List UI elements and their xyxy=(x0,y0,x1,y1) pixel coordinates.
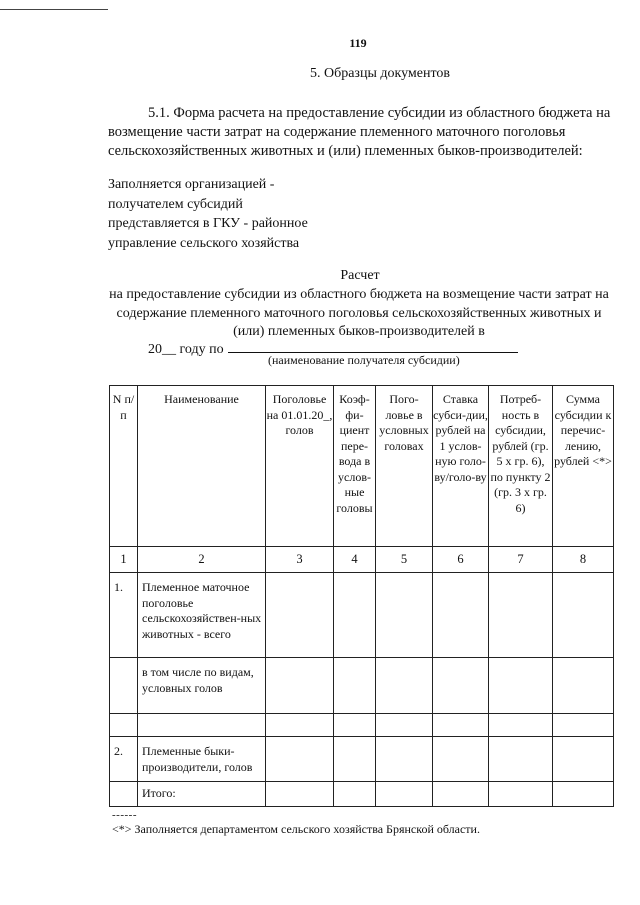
table-cell xyxy=(433,737,489,782)
table-cell xyxy=(553,714,614,737)
row-number xyxy=(110,658,138,714)
footnote: <*> Заполняется департаментом сельского хозяйства Брянской области. xyxy=(112,822,480,836)
column-number: 7 xyxy=(489,547,553,573)
table-cell xyxy=(376,714,433,737)
table-cell xyxy=(489,658,553,714)
table-cell xyxy=(433,714,489,737)
table-cell xyxy=(376,737,433,782)
calculation-table xyxy=(109,385,614,807)
column-number: 4 xyxy=(334,547,376,573)
table-cell xyxy=(334,573,376,658)
filler-note-line: получателем субсидий xyxy=(108,196,243,212)
header-cell: Ставка субси-дии, рублей на 1 услов-ную голо-ву/голо-ву xyxy=(433,386,489,547)
raschet-body: на предоставление субсидии из областного бюджета на возмещение части затрат на содержание племенного маточного поголовья сельскохозяйственных животных и (или) племенных быков-производителей в xyxy=(109,287,609,339)
column-number: 1 xyxy=(110,547,138,573)
section-title: 5. Образцы документов xyxy=(309,66,451,81)
table-cell xyxy=(266,737,334,782)
table-cell xyxy=(553,573,614,658)
table-cell xyxy=(266,573,334,658)
table-cell xyxy=(376,782,433,807)
row-name: в том числе по видам, условных голов xyxy=(138,658,266,714)
footnote-separator: ------ xyxy=(112,809,137,821)
table-cell xyxy=(433,573,489,658)
table-cell xyxy=(334,737,376,782)
table-cell xyxy=(553,737,614,782)
table-cell xyxy=(553,782,614,807)
column-number: 2 xyxy=(138,547,266,573)
table-row xyxy=(110,782,614,807)
column-number: 5 xyxy=(376,547,433,573)
table-cell xyxy=(433,658,489,714)
filler-note-line: Заполняется организацией - xyxy=(108,177,275,192)
year-label: 20__ году по xyxy=(148,342,224,357)
table-cell xyxy=(376,573,433,658)
table-cell xyxy=(489,573,553,658)
table-row xyxy=(110,658,614,714)
table-cell xyxy=(334,658,376,714)
column-number: 6 xyxy=(433,547,489,573)
table-header-row xyxy=(110,386,614,547)
table-cell xyxy=(553,658,614,714)
row-name: Племенные быки-производители, голов xyxy=(138,737,266,782)
recipient-blank xyxy=(228,339,518,353)
table-row xyxy=(110,714,614,737)
table-cell xyxy=(489,714,553,737)
filler-note xyxy=(108,175,408,253)
table-cell xyxy=(489,782,553,807)
table-cell xyxy=(489,737,553,782)
row-name: Племенное маточное поголовье сельскохозяйствен-ных животных - всего xyxy=(138,573,266,658)
column-number-row xyxy=(110,547,614,573)
table-cell xyxy=(376,658,433,714)
recipient-caption: (наименование получателя субсидии) xyxy=(268,353,460,367)
table-cell xyxy=(266,714,334,737)
header-cell: Потреб-ность в субсидии, рублей (гр. 5 х гр. 6), по пункту 2 (гр. 3 х гр. 6) xyxy=(489,386,553,547)
table-row xyxy=(110,737,614,782)
raschet-title: Расчет xyxy=(340,268,380,283)
column-number: 8 xyxy=(553,547,614,573)
row-name xyxy=(138,714,266,737)
row-number xyxy=(110,714,138,737)
table-cell xyxy=(266,782,334,807)
row-number: 1. xyxy=(110,573,138,658)
intro-paragraph: 5.1. Форма расчета на предоставление субсидии из областного бюджета на возмещение части затрат на содержание племенного маточного поголовья сельскохозяйственных животных и (или) племенных быков-производителей: xyxy=(108,105,611,159)
row-number: 2. xyxy=(110,737,138,782)
table-cell xyxy=(334,782,376,807)
top-rule xyxy=(0,9,108,10)
row-name: Итого: xyxy=(138,782,266,807)
header-cell: N п/п xyxy=(110,386,138,547)
table-cell xyxy=(266,658,334,714)
table-cell xyxy=(433,782,489,807)
header-cell: Пого-ловье в условных головах xyxy=(376,386,433,547)
filler-note-line: управление сельского хозяйства xyxy=(108,235,300,251)
row-number xyxy=(110,782,138,807)
page-number: 119 xyxy=(349,36,367,50)
column-number: 3 xyxy=(266,547,334,573)
header-cell: Сумма субсидии к перечис-лению, рублей <*> xyxy=(553,386,614,547)
table-row xyxy=(110,573,614,658)
header-cell: Поголовье на 01.01.20_, голов xyxy=(266,386,334,547)
header-cell: Коэф-фи-циент пере-вода в услов-ные головы xyxy=(334,386,376,547)
header-cell: Наименование xyxy=(138,386,266,547)
table-cell xyxy=(334,714,376,737)
filler-note-line: представляется в ГКУ - районное xyxy=(108,216,308,231)
